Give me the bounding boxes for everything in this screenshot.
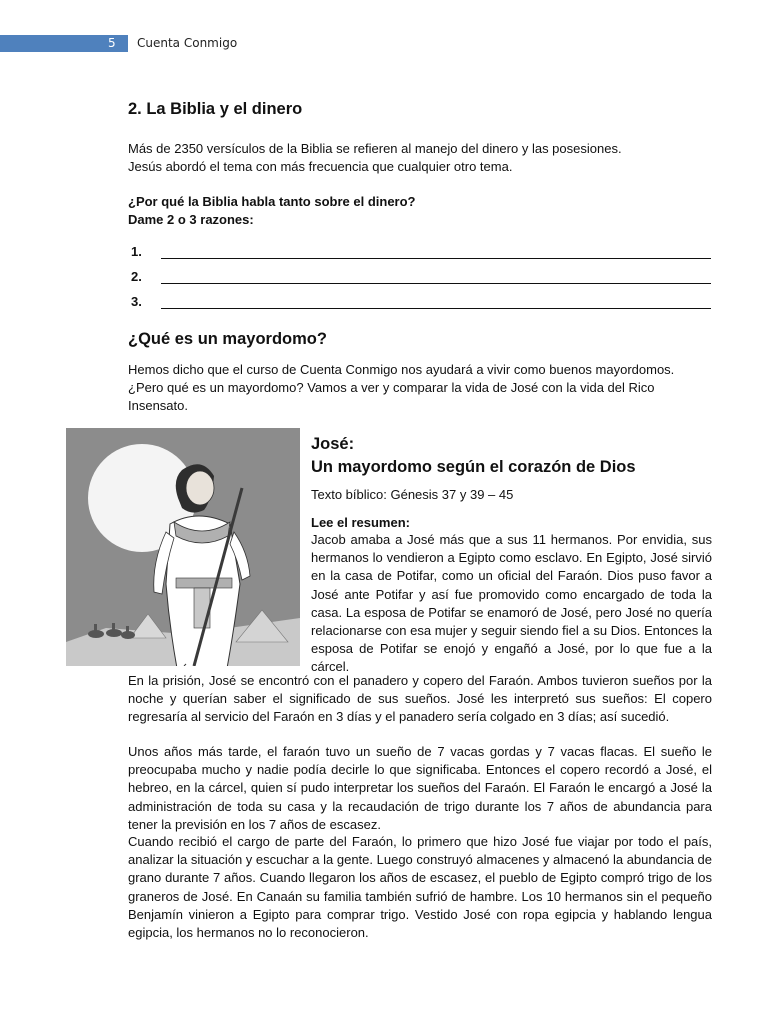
answer-number: 2. bbox=[131, 269, 142, 284]
answer-rule bbox=[161, 246, 711, 259]
jose-illustration bbox=[66, 428, 300, 666]
page-number: 5 bbox=[108, 36, 116, 50]
summary-wrapped-paragraph: Jacob amaba a José más que a sus 11 hermanos. Por envidia, sus hermanos lo vendieron a Egipto como esclavo. En Egipto, José sirvió en la casa de Potifar, como un oficial del Faraón. Dios puso favor a José ante Potifar y así fue promovido como encargado de toda la casa. La esposa de Potifar se enamoró de José, pero José no quería relacionarse con esa mujer y seguir siendo fiel a su Dios. Entonces la esposa de Potifar se enojó y engañó a José, por lo que fue a la cárcel. bbox=[311, 532, 712, 675]
prison-paragraph: En la prisión, José se encontró con el panadero y copero del Faraón. Ambos tuvieron sueños por la noche y querían saber el significado de sus sueños. José les interpretó sus sueños: El copero regresaría al servicio del Faraón en 3 días y el panadero sería colgado en 3 días; así sucedió. bbox=[128, 673, 712, 725]
answer-line-1[interactable] bbox=[128, 234, 712, 259]
answer-line-3[interactable] bbox=[128, 284, 712, 309]
jose-drawing bbox=[66, 428, 300, 666]
charge-paragraph: Cuando recibió el cargo de parte del Faraón, lo primero que hizo José fue viajar por todo el país, analizar la situación y escuchar a la gente. Luego construyó almacenes y almacenó la abundancia de grano durante 7 años. Cuando llegaron los años de escasez, el pueblo de Egipto compró trigo de los graneros de José. En Canaán su familia también sufrió de hambre. Los 10 hermanos sin el pequeño Benjamín vinieron a Egipto para comprar trigo. Vestido José con ropa egipcia y hablando lengua egipcia, los hermanos no lo reconocieron. bbox=[128, 834, 712, 941]
header-title: Cuenta Conmigo bbox=[137, 36, 238, 50]
section-title-mayordomo: ¿Qué es un mayordomo? bbox=[128, 330, 327, 348]
section-title-biblia-dinero: 2. La Biblia y el dinero bbox=[128, 100, 303, 118]
dream-paragraph: Unos años más tarde, el faraón tuvo un sueño de 7 vacas gordas y 7 vacas flacas. El sueño le preocupaba mucho y nadie podía decirle lo que significaba. Entonces el copero recordó a José, el hebreo, en la cárcel, quien sí pudo interpretar los sueños del Faraón. El Faraón le encargó a José la administración de toda su casa y la recaudación de trigo durante los 7 años de abundancia para tener la previsión en los 7 años de escasez. bbox=[128, 744, 712, 832]
summary-label: Lee el resumen: bbox=[311, 515, 410, 530]
question-line-2: Dame 2 o 3 razones: bbox=[128, 211, 254, 227]
answer-line-2[interactable] bbox=[128, 259, 712, 284]
intro-paragraph bbox=[128, 140, 712, 175]
answer-rule bbox=[161, 296, 711, 309]
question-block bbox=[128, 193, 712, 228]
intro-line-1: Más de 2350 versículos de la Biblia se refieren al manejo del dinero y las posesiones. bbox=[128, 141, 622, 156]
jose-title-line-1: José: bbox=[311, 435, 355, 453]
answer-number: 1. bbox=[131, 244, 142, 259]
answer-number: 3. bbox=[131, 294, 142, 309]
answer-rule bbox=[161, 271, 711, 284]
jose-title-line-2: Un mayordomo según el corazón de Dios bbox=[311, 458, 636, 476]
answer-lines bbox=[128, 234, 712, 309]
question-line-1: ¿Por qué la Biblia habla tanto sobre el dinero? bbox=[128, 194, 416, 209]
jose-title bbox=[311, 433, 636, 479]
intro-line-2: Jesús abordó el tema con más frecuencia que cualquier otro tema. bbox=[128, 158, 513, 174]
mayordomo-intro: Hemos dicho que el curso de Cuenta Conmigo nos ayudará a vivir como buenos mayordomos. ¿Pero qué es un mayordomo? Vamos a ver y comparar la vida de José con la vida del Rico Insensato. bbox=[128, 362, 675, 414]
text-reference: Texto bíblico: Génesis 37 y 39 – 45 bbox=[311, 487, 514, 502]
